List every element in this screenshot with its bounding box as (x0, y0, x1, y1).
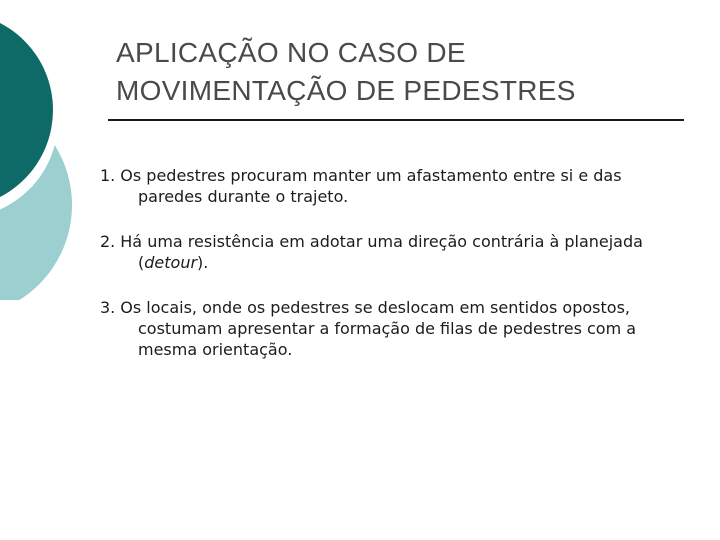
item-text-end: ). (197, 253, 209, 272)
numbered-list (100, 165, 690, 384)
item-text: Os pedestres procuram manter um afastamento entre si e das paredes durante o trajeto. (120, 166, 622, 206)
list-item (100, 231, 690, 273)
item-italic-term: detour (144, 253, 198, 272)
item-number: 2. (100, 232, 116, 251)
item-text: Há uma resistência em adotar uma direção contrária à planejada ( (120, 232, 643, 272)
item-text: Os locais, onde os pedestres se deslocam em sentidos opostos, costumam apresentar a formação de filas de pedestres com a mesma orientação. (120, 298, 637, 359)
title-line-1: APLICAÇÃO NO CASO DE (116, 37, 466, 68)
item-number: 3. (100, 298, 116, 317)
title-divider (108, 119, 684, 121)
list-item (100, 297, 690, 360)
item-number: 1. (100, 166, 116, 185)
list-item (100, 165, 690, 207)
slide-title (116, 34, 696, 110)
title-line-2: MOVIMENTAÇÃO DE PEDESTRES (116, 75, 576, 106)
